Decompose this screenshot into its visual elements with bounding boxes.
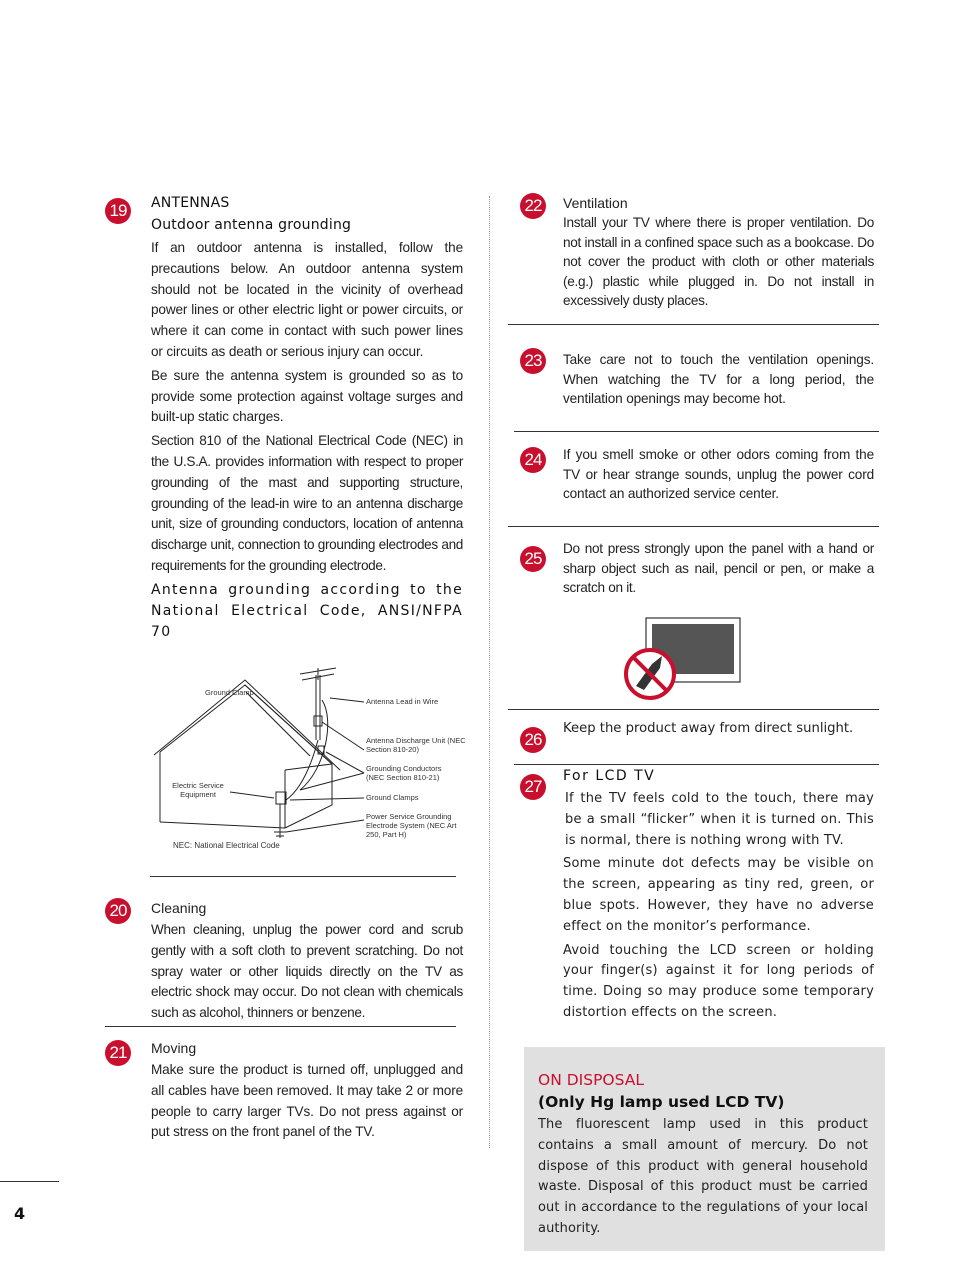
section-ventilation [563,195,874,314]
page-number: 4 [14,1204,26,1223]
section-moving [151,1040,463,1146]
divider-line [105,1026,456,1027]
tv-prohibited-icon [622,614,742,700]
paragraph: Install your TV where there is proper ventilation. Do not install in a confined space such as a bookcase. Do not cover the product with cloth or other materials (e.g.) plastic while plugged in. Do not install in excessively dusty places. [563,215,875,309]
item-number-20: 20 [105,898,131,924]
divider-line [508,526,879,527]
section-ventilation-openings [563,350,874,412]
page-number-rule [0,1181,59,1182]
label-ground-clamps: Ground Clamps [366,793,419,802]
no-scratch-illustration [622,614,742,700]
divider-line [150,876,456,877]
section-subtitle: Outdoor antenna grounding [151,217,352,233]
disposal-box [524,1047,885,1251]
divider-line [508,324,879,325]
section-cleaning [151,900,463,1027]
label-discharge-unit: Antenna Discharge Unit (NEC Section 810-20) [366,736,466,754]
label-ground-clamp: Ground Clamp [205,688,254,697]
section-title: ANTENNAS [151,195,230,211]
section-antennas [151,195,463,647]
paragraph: Take care not to touch the ventilation openings. When watching the TV for a long period, the ventilation openings may become hot. [563,352,874,407]
item-number-25: 25 [520,546,546,572]
section-title: Cleaning [151,900,207,916]
antenna-grounding-diagram [150,660,470,860]
item-number-24: 24 [520,447,546,473]
item-number-26: 26 [520,727,546,753]
disposal-title: ON DISPOSAL [538,1071,644,1089]
paragraph: If you smell smoke or other odors coming from the TV or hear strange sounds, unplug the power cord contact an authorized service center. [563,447,874,502]
item-number-21: 21 [105,1040,131,1066]
disposal-content [538,1071,868,1243]
disposal-subtitle: (Only Hg lamp used LCD TV) [538,1093,785,1111]
paragraph: If the TV feels cold to the touch, there may be a small “flicker” when it is turned on. This is normal, there is nothing wrong with TV. [565,791,874,848]
paragraph: Make sure the product is turned off, unplugged and all cables have been removed. It may take 2 or more people to carry larger TVs. Do not press against or put stress on the front panel of the TV. [151,1062,463,1140]
column-divider [489,196,490,1148]
label-antenna-lead: Antenna Lead in Wire [366,697,439,706]
paragraph: If an outdoor antenna is installed, follow the precautions below. An outdoor antenna system should not be located in the vicinity of overhead power lines or other electric light or power circuits, or where it can come in contact with such power lines or circuits as death or serious injury can occur. [151,240,463,359]
divider-line [514,764,879,765]
item-number-22: 22 [520,193,546,219]
section-panel-pressure [563,539,874,601]
paragraph: Do not press strongly upon the panel with a hand or sharp object such as nail, pencil or pen, or make a scratch on it. [563,541,874,596]
section-sunlight [563,719,874,743]
paragraph: Some minute dot defects may be visible on the screen, appearing as tiny red, green, or blue spots. However, they have no adverse effect on the monitor’s performance. [563,856,874,934]
grounding-heading: Antenna grounding according to the National Electrical Code, ANSI/NFPA 70 [151,581,463,640]
label-grounding-conductors: Grounding Conductors (NEC Section 810-21) [366,764,442,782]
paragraph: Avoid touching the LCD screen or holding your finger(s) against it for long periods of time. Doing so may produce some temporary distortion effects on the screen. [563,942,874,1020]
label-nec: NEC: National Electrical Code [173,841,280,850]
item-number-27: 27 [520,774,546,800]
item-number-23: 23 [520,348,546,374]
label-electric-service: Electric Service Equipment [172,781,224,799]
item-number-19: 19 [105,198,131,224]
section-lcd-tv [563,768,874,1027]
disposal-text: The fluorescent lamp used in this product contains a small amount of mercury. Do not dispose of this product with general household waste. Disposal of this product must be carried out in accordance to the regulations of your local authority. [538,1117,868,1236]
paragraph: Keep the product away from direct sunlight. [563,721,854,736]
paragraph: When cleaning, unplug the power cord and scrub gently with a soft cloth to prevent scratching. Do not spray water or other liquids directly on the TV as electric shock may occur. Do not clean with chemicals such as alcohol, thinners or benzene. [151,922,463,1021]
divider-line [508,709,879,710]
section-title: Moving [151,1040,197,1056]
section-title: Ventilation [563,195,628,211]
section-title: For LCD TV [563,768,656,784]
divider-line [514,431,879,432]
label-power-service: Power Service Grounding Electrode System (NEC Art 250, Part H) [366,812,457,839]
section-smoke [563,445,874,507]
paragraph: Be sure the antenna system is grounded so as to provide some protection against voltage surges and built-up static charges. [151,367,463,425]
paragraph: Section 810 of the National Electrical Code (NEC) in the U.S.A. provides information with respect to proper grounding of the mast and supporting structure, grounding of the lead-in wire to an antenna discharge unit, size of grounding conductors, location of antenna discharge unit, connection to grounding electrodes and requirements for the grounding electrode. [151,433,463,573]
